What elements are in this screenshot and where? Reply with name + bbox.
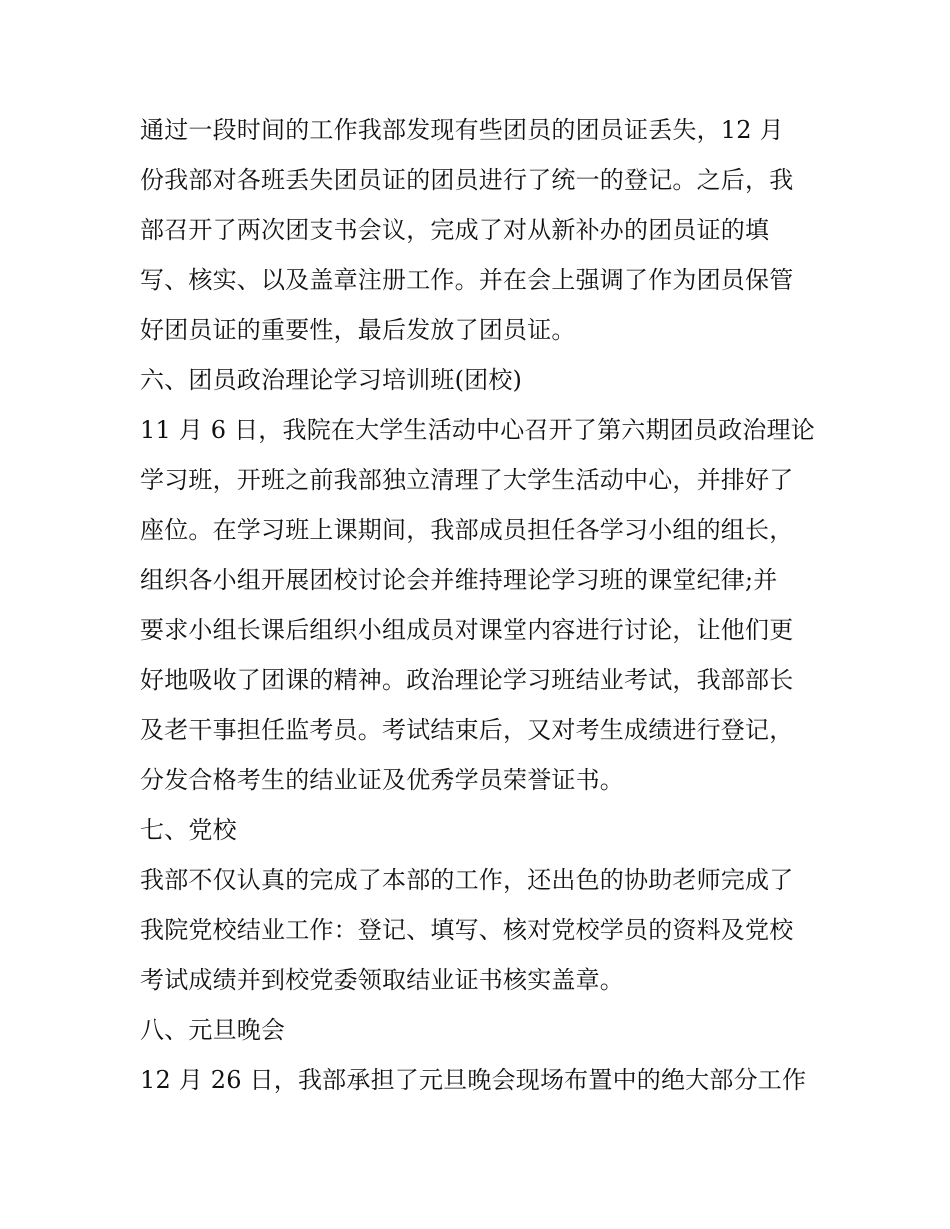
text-line: 座位。在学习班上课期间，我部成员担任各学习小组的组长， — [140, 516, 794, 544]
section-heading: 七、党校 — [140, 816, 237, 844]
text-line: 组织各小组开展团校讨论会并维持理论学习班的课堂纪律;并 — [140, 566, 778, 594]
text-line: 11 月 6 日，我院在大学生活动中心召开了第六期团员政治理论 — [140, 416, 815, 444]
text-line: 考试成绩并到校党委领取结业证书核实盖章。 — [140, 966, 624, 994]
text-line: 分发合格考生的结业证及优秀学员荣誉证书。 — [140, 766, 624, 794]
section-heading: 六、团员政治理论学习培训班(团校) — [140, 366, 523, 394]
text-line: 写、核实、以及盖章注册工作。并在会上强调了作为团员保管 — [140, 266, 794, 294]
text-line: 我院党校结业工作：登记、填写、核对党校学员的资料及党校 — [140, 916, 794, 944]
text-line: 我部不仅认真的完成了本部的工作，还出色的协助老师完成了 — [140, 866, 794, 894]
text-line: 部召开了两次团支书会议，完成了对从新补办的团员证的填 — [140, 216, 770, 244]
text-line: 学习班，开班之前我部独立清理了大学生活动中心，并排好了 — [140, 466, 794, 494]
text-line: 好团员证的重要性，最后发放了团员证。 — [140, 316, 576, 344]
text-line: 好地吸收了团课的精神。政治理论学习班结业考试，我部部长 — [140, 666, 794, 694]
text-line: 通过一段时间的工作我部发现有些团员的团员证丢失，12 月 — [140, 116, 784, 144]
text-line: 要求小组长课后组织小组成员对课堂内容进行讨论，让他们更 — [140, 616, 794, 644]
section-heading: 八、元旦晚会 — [140, 1016, 286, 1044]
text-line: 份我部对各班丢失团员证的团员进行了统一的登记。之后，我 — [140, 166, 794, 194]
text-line: 及老干事担任监考员。考试结束后，又对考生成绩进行登记， — [140, 716, 794, 744]
text-line: 12 月 26 日，我部承担了元旦晚会现场布置中的绝大部分工作 — [140, 1066, 807, 1094]
